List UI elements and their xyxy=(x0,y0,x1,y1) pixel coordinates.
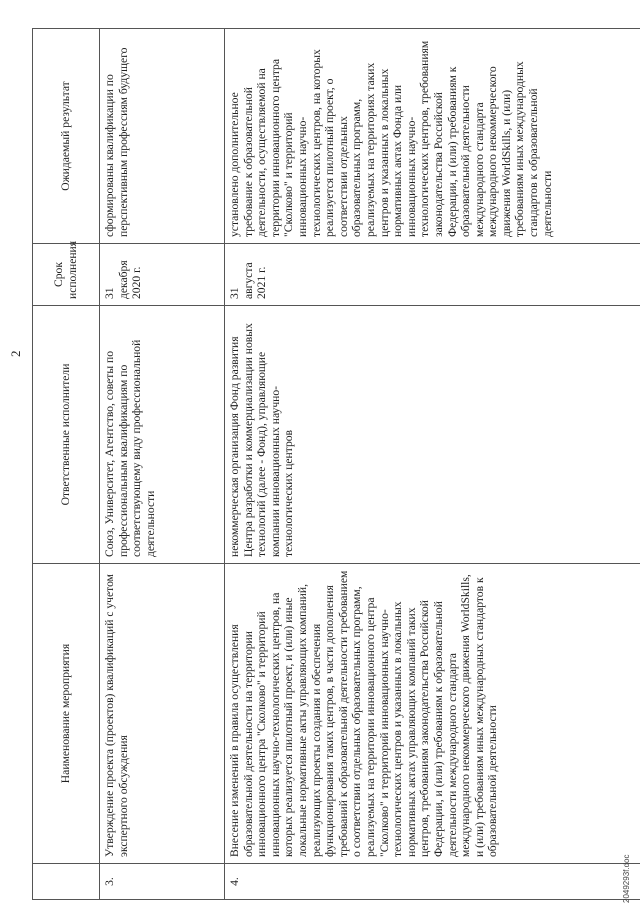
header-num xyxy=(33,864,100,900)
expected-result: сформированы квалификации по перспективным профессиям будущего xyxy=(100,29,225,244)
page-number: 2 xyxy=(8,350,23,357)
deadline: 31 декабря 2020 г. xyxy=(100,244,225,306)
row-number: 3. xyxy=(100,864,225,900)
header-executors: Ответственные исполнители xyxy=(33,306,100,564)
responsible-executors: Союз, Университет, Агентство, советы по профессиональным квалификациям по соответствующему виду профессиональной деятельности xyxy=(100,306,225,564)
table-header-row xyxy=(33,29,100,900)
measures-table xyxy=(32,28,640,900)
table-row xyxy=(225,29,640,900)
deadline: 31 августа 2021 г. xyxy=(225,244,640,306)
measure-name: Внесение изменений в правила осуществления образовательной деятельности на территории инновационного центра "Сколково" и территорий инновационных научно-технологических центров, на которых реализуется пилотный проект, и (или) иные локальные нормативные акты управляющих компаний, реализующих проекты создания и обеспечения функционирования таких центров, в части дополнения требований к образовательной деятельности требованием о соответствии отдельных образовательных программ, реализуемых на территории инновационного центра "Сколково" и территорий инновационных научно-технологических центров и указанных в локальных нормативных актах управляющих компаний таких центров, требованиям законодательства Российской Федерации, и (или) требованиям к образовательной деятельности международного стандарта международного некоммерческого движения WorldSkills, и (или) требованиям иных международных стандартов к образовательной деятельности xyxy=(225,564,640,864)
document-footer: 2049293f.doc xyxy=(622,854,631,903)
header-result: Ожидаемый результат xyxy=(33,29,100,244)
table-row xyxy=(100,29,225,900)
responsible-executors: некоммерческая организация Фонд развития Центра разработки и коммерциализации новых технологий (далее - Фонд), управляющие компании инновационных научно-технологических центров xyxy=(225,306,640,564)
header-name: Наименование мероприятия xyxy=(33,564,100,864)
header-deadline: Срок исполнения xyxy=(33,244,100,306)
row-number: 4. xyxy=(225,864,640,900)
expected-result: установлено дополнительное требование к образовательной деятельности, осуществляемой на территории инновационного центра "Сколково" и территорий инновационных научно-технологических центров, на которых реализуется пилотный проект, о соответствии отдельных образовательных программ, реализуемых на территориях таких центров и указанных в локальных нормативных актах Фонда или инновационных научно-технологических центров, требованиям законодательства Российской Федерации, и (или) требованиям к образовательной деятельности международного стандарта международного некоммерческого движения WorldSkills, и (или) требованиям иных международных стандартов к образовательной деятельности xyxy=(225,29,640,244)
measure-name: Утверждение проекта (проектов) квалификаций с учетом экспертного обсуждения xyxy=(100,564,225,864)
